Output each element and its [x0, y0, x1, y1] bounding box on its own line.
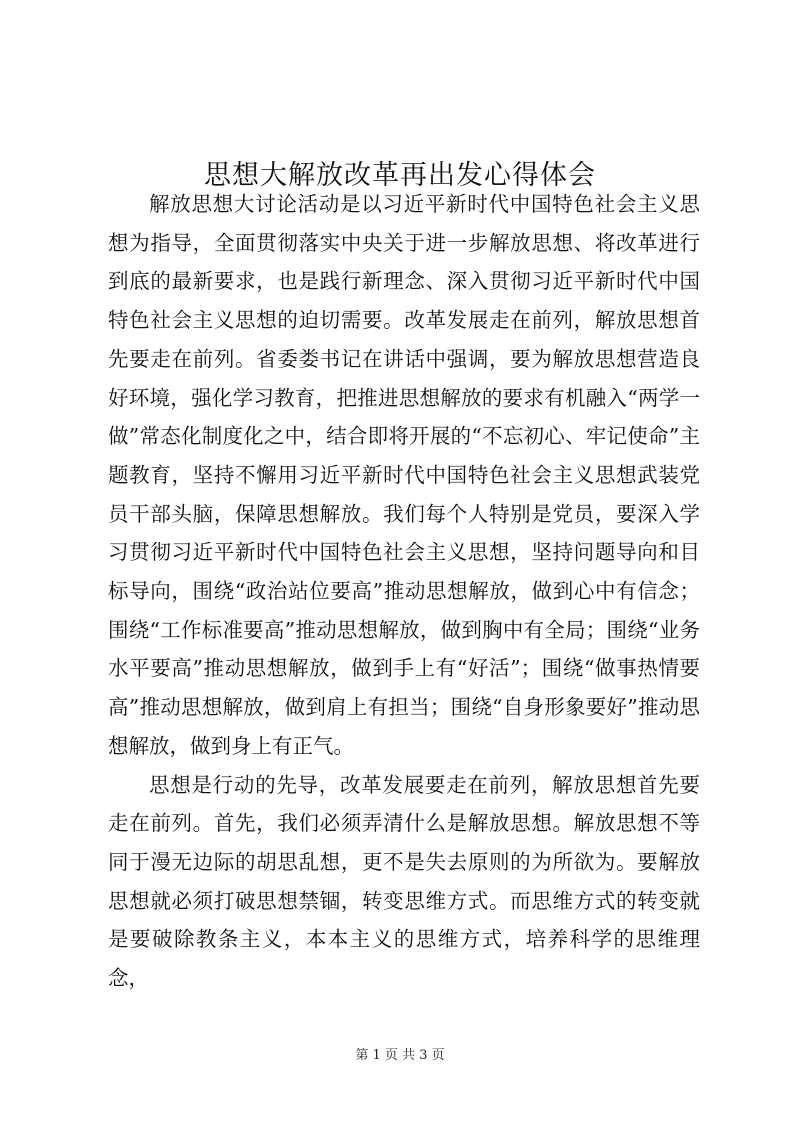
- page-number-footer: 第 1 页 共 3 页: [355, 1048, 445, 1063]
- document-title: 思想大解放改革再出发心得体会: [204, 160, 596, 192]
- body-paragraph-2: 思想是行动的先导，改革发展要走在前列，解放思想首先要走在前列。首先，我们必须弄清什么是解放思想。解放思想不等同于漫无边际的胡思乱想，更不是失去原则的为所欲为。要解放思想就必须打破思想禁锢，转变思维方式。而思维方式的转变就是要破除教条主义，本本主义的思维方式，培养科学的思维理念，: [108, 772, 700, 991]
- body-paragraph-1: 解放思想大讨论活动是以习近平新时代中国特色社会主义思想为指导，全面贯彻落实中央关于进一步解放思想、将改革进行到底的最新要求，也是践行新理念、深入贯彻习近平新时代中国特色社会主义思想的迫切需要。改革发展走在前列，解放思想首先要走在前列。省委娄书记在讲话中强调，要为解放思想营造良好环境，强化学习教育，把推进思想解放的要求有机融入“两学一做”常态化制度化之中，结合即将开展的“不忘初心、牢记使命”主题教育，坚持不懈用习近平新时代中国特色社会主义思想武装党员干部头脑，保障思想解放。我们每个人特别是党员，要深入学习贯彻习近平新时代中国特色社会主义思想，坚持问题导向和目标导向，围绕“政治站位要高”推动思想解放，做到心中有信念；围绕“工作标准要高”推动思想解放，做到胸中有全局；围绕“业务水平要高”推动思想解放，做到手上有“好活”；围绕“做事热情要高”推动思想解放，做到肩上有担当；围绕“自身形象要好”推动思想解放，做到身上有正气。: [108, 192, 700, 758]
- document-body: [108, 185, 700, 998]
